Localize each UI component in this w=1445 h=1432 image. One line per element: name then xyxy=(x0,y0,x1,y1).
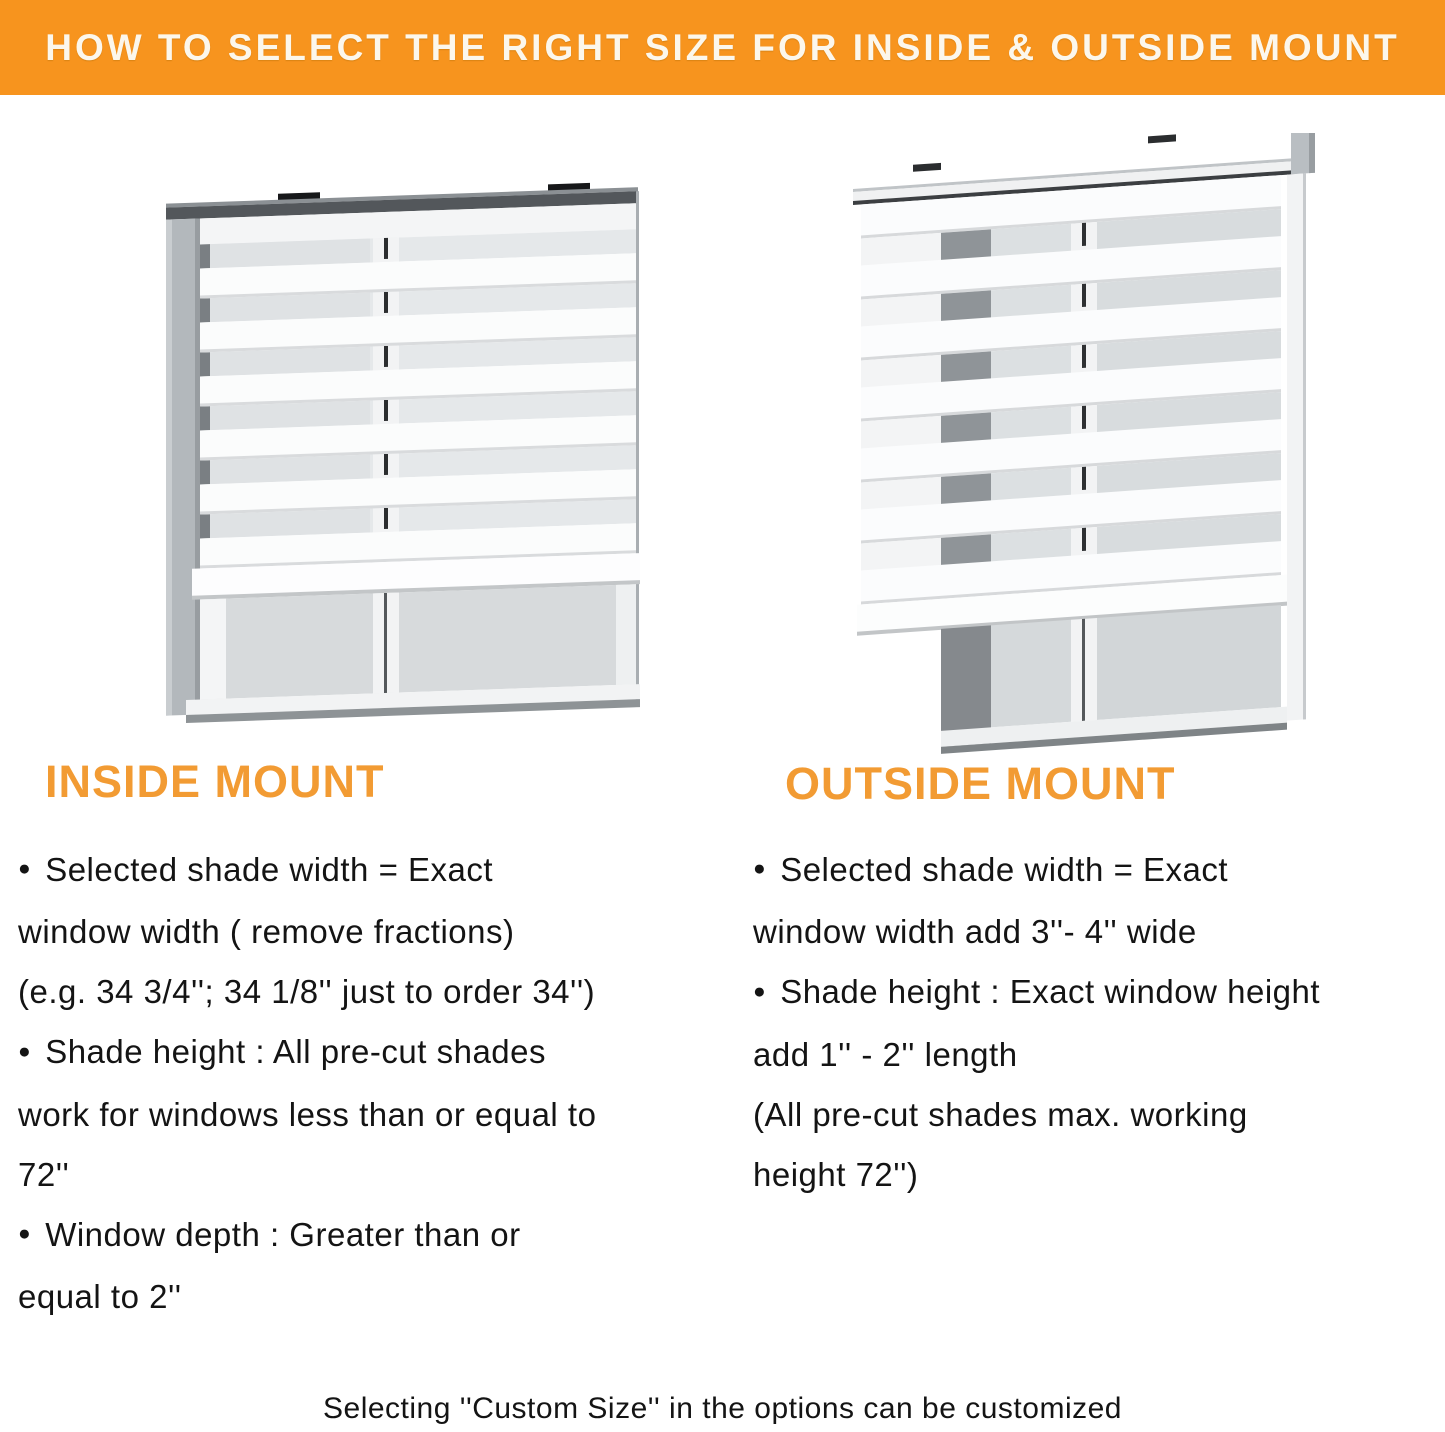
spec-line-text: height 72'') xyxy=(753,1155,919,1193)
bullet-dot: ● xyxy=(18,1221,32,1245)
bullet-dot: ● xyxy=(753,979,767,1003)
spec-line xyxy=(753,840,1445,902)
spec-line xyxy=(753,962,1445,1024)
spec-line-text: Selected shade width = Exact xyxy=(45,851,494,888)
window-frame-right xyxy=(636,191,639,699)
spec-line-text: (All pre-cut shades max. working xyxy=(753,1095,1248,1133)
spec-line-text: 72'' xyxy=(18,1155,70,1193)
page-title: HOW TO SELECT THE RIGHT SIZE FOR INSIDE & OUTSIDE MOUNT xyxy=(45,26,1400,68)
outside-mount-heading: OUTSIDE MOUNT xyxy=(785,758,1176,809)
spec-line xyxy=(18,1022,724,1084)
lower-window xyxy=(186,584,640,723)
bullet-dot: ● xyxy=(18,1039,32,1063)
inside-mount-illustration xyxy=(128,143,660,741)
spec-line-text: equal to 2'' xyxy=(18,1277,182,1315)
spec-line xyxy=(18,1205,724,1267)
window-frame-left xyxy=(166,218,200,715)
spec-line xyxy=(753,1145,1445,1205)
zebra-shade xyxy=(192,229,640,600)
spec-line xyxy=(18,1085,724,1145)
spec-line-text: Selected shade width = Exact xyxy=(780,851,1229,888)
custom-size-note: Selecting ''Custom Size'' in the options can be customized xyxy=(323,1392,1122,1425)
spec-line xyxy=(18,962,724,1022)
spec-line xyxy=(18,1145,724,1205)
window-frame-right-post xyxy=(1287,173,1306,720)
header-banner xyxy=(0,0,1445,95)
spec-line-text: add 1'' - 2'' length xyxy=(753,1035,1018,1073)
spec-line-text: Shade height : All pre-cut shades xyxy=(45,1033,547,1071)
spec-line xyxy=(753,1085,1445,1145)
spec-line xyxy=(18,840,724,902)
spec-line-text: Window depth : Greater than or xyxy=(45,1215,521,1253)
outside-mount-spec-list xyxy=(753,840,1445,1205)
spec-line xyxy=(753,1025,1445,1085)
spec-line xyxy=(753,902,1445,962)
bullet-dot: ● xyxy=(753,857,767,881)
inside-mount-heading: INSIDE MOUNT xyxy=(45,756,385,807)
lower-window xyxy=(941,605,1287,754)
spec-line-text: window width ( remove fractions) xyxy=(18,913,515,951)
spec-line-text: (e.g. 34 3/4''; 34 1/8'' just to order 34'') xyxy=(18,973,596,1011)
zebra-shade xyxy=(857,175,1287,636)
spec-line-text: work for windows less than or equal to xyxy=(18,1095,597,1133)
spec-line xyxy=(18,902,724,962)
spec-line xyxy=(18,1267,724,1327)
bullet-dot: ● xyxy=(18,857,32,881)
spec-line-text: Shade height : Exact window height xyxy=(780,973,1321,1011)
outside-mount-illustration xyxy=(853,133,1341,761)
inside-mount-spec-list xyxy=(18,840,724,1327)
spec-line-text: window width add 3''- 4'' wide xyxy=(753,913,1197,951)
